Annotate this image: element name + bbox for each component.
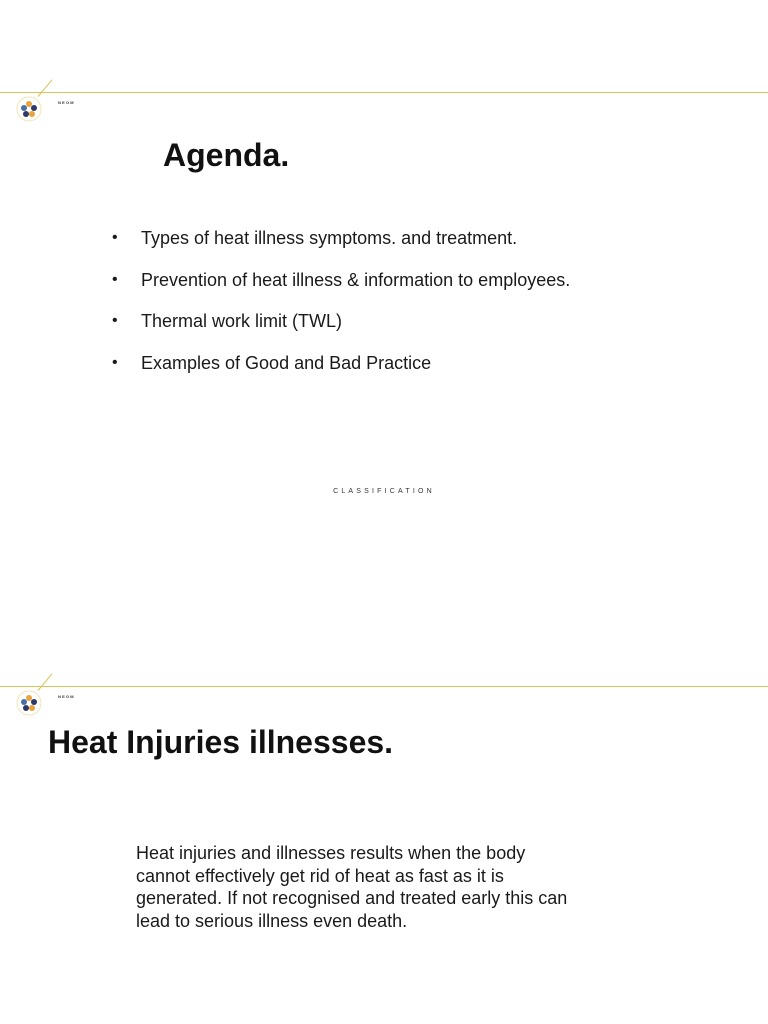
header-rule [0, 92, 768, 93]
list-item-text: Examples of Good and Bad Practice [141, 352, 432, 373]
slide-title: Agenda. [163, 137, 290, 173]
brand-label: NEOM [58, 100, 75, 105]
list-item [112, 309, 570, 351]
bullet-icon: • [112, 270, 118, 288]
body-paragraph: Heat injuries and illnesses results when the body cannot effectively get rid of heat as fast as it is generated. If not recognised and treated early this can lead to serious illness even death. [136, 843, 568, 931]
list-item [112, 351, 570, 393]
list-item-text: Thermal work limit (TWL) [141, 311, 342, 331]
slide-heat-injuries [0, 594, 768, 1024]
list-item-text: Prevention of heat illness & information to employees. [141, 269, 571, 290]
header-rule [0, 686, 768, 687]
neom-logo-icon [16, 690, 42, 716]
brand-label: NEOM [58, 694, 75, 699]
list-item-text: Types of heat illness symptoms. and treatment. [141, 228, 518, 248]
list-item [112, 268, 570, 310]
accent-stroke [38, 673, 53, 690]
bullet-icon: • [112, 353, 118, 371]
accent-stroke [38, 79, 53, 96]
bullet-icon: • [112, 229, 118, 246]
classification-footer: CLASSIFICATION [333, 488, 435, 495]
slide-title: Heat Injuries illnesses. [48, 724, 394, 760]
agenda-list [112, 226, 570, 392]
list-item [112, 226, 570, 268]
bullet-icon: • [112, 312, 118, 329]
neom-logo-icon [16, 96, 42, 122]
